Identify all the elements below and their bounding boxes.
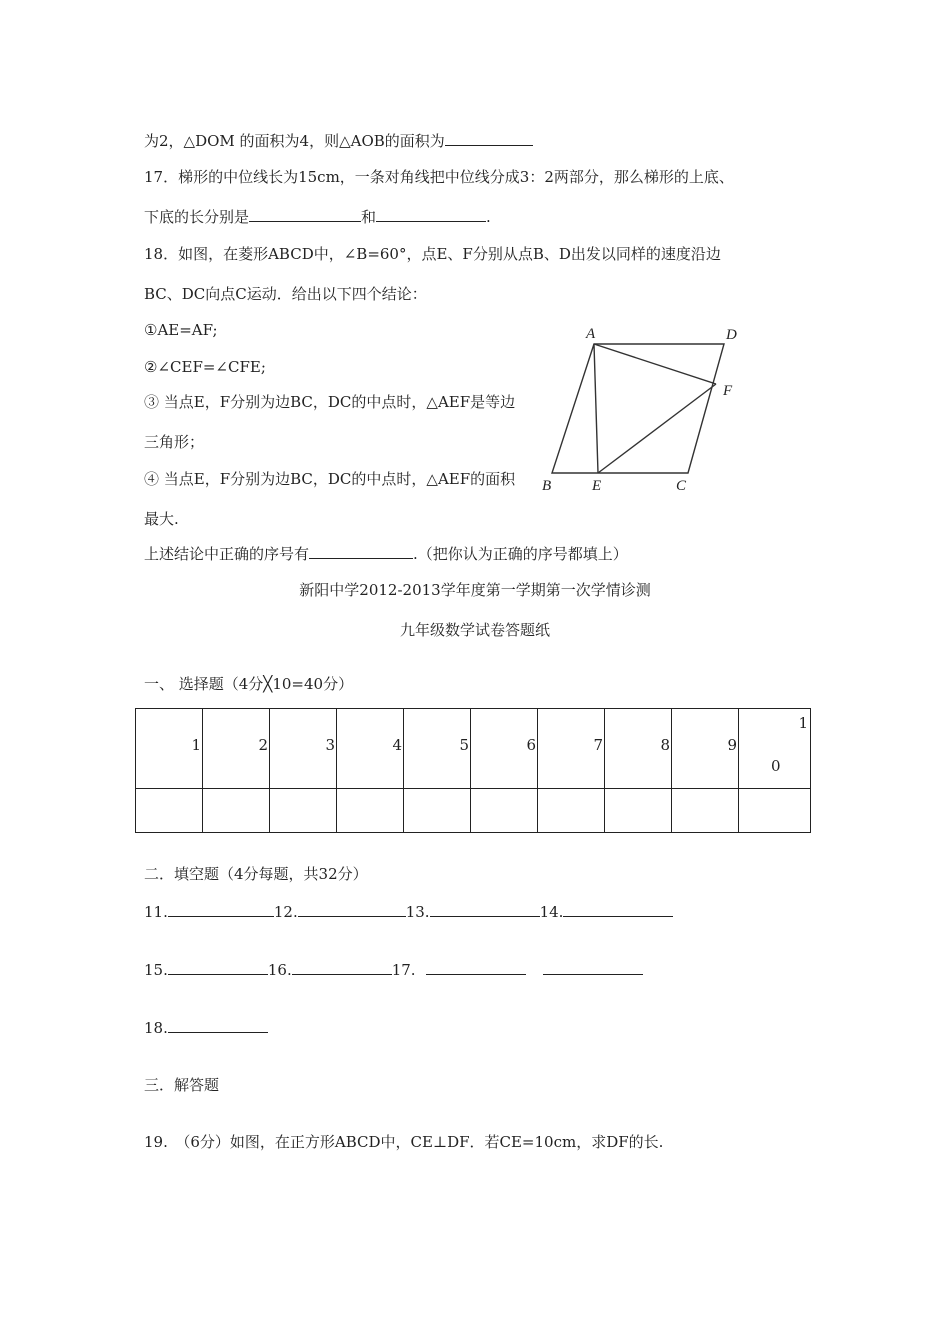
- question-number: 2: [258, 736, 268, 754]
- fill-label-17: 17.: [391, 961, 416, 979]
- table-header-cell: [136, 709, 203, 789]
- q18-conclusion-2: ②∠CEF=∠CFE;: [144, 358, 266, 376]
- label-a: A: [586, 326, 596, 342]
- question-number: 3: [325, 736, 335, 754]
- fill-row-1: [144, 901, 673, 922]
- answer-cell[interactable]: [337, 789, 404, 833]
- table-header-cell: [203, 709, 270, 789]
- rhombus-abcd: [552, 344, 724, 473]
- table-header-cell: [538, 709, 605, 789]
- fill-blank-11[interactable]: [168, 901, 274, 917]
- label-e: E: [592, 478, 602, 494]
- q18-ask-text-a: 上述结论中正确的序号有: [144, 545, 310, 563]
- fill-label-13: 13.: [405, 903, 430, 921]
- table-header-cell: [672, 709, 739, 789]
- segment-af: [594, 344, 716, 384]
- question-number-10-bottom: 0: [771, 757, 781, 775]
- fill-label-15: 15.: [144, 961, 168, 979]
- question-number: 4: [392, 736, 402, 754]
- q16-text: 为2，△DOM 的面积为4，则△AOB的面积为: [144, 132, 445, 150]
- answer-sheet-school: 新阳中学2012-2013学年度第一学期第一次学情诊测: [299, 581, 651, 599]
- section-2-title: 二．填空题（4分每题，共32分）: [144, 865, 368, 883]
- answer-cell[interactable]: [605, 789, 672, 833]
- table-header-cell: [471, 709, 538, 789]
- fill-blank-17a[interactable]: [426, 959, 526, 975]
- q18-conclusion-4a: ④ 当点E，F分别为边BC，DC的中点时，△AEF的面积: [144, 470, 516, 488]
- segment-ef: [598, 384, 716, 473]
- answer-cell[interactable]: [136, 789, 203, 833]
- q18-conclusion-4b: 最大.: [144, 510, 179, 528]
- fill-blank-14[interactable]: [563, 901, 673, 917]
- answer-cell[interactable]: [404, 789, 471, 833]
- question-number: 9: [727, 736, 737, 754]
- q17-line2: [144, 206, 491, 227]
- q17-text-b: 和: [361, 208, 377, 226]
- table-header-cell: [270, 709, 337, 789]
- table-answer-row: [136, 789, 811, 833]
- answer-cell[interactable]: [270, 789, 337, 833]
- q18-ask: [144, 543, 628, 564]
- question-number: 7: [593, 736, 603, 754]
- table-header-cell: [404, 709, 471, 789]
- answer-cell[interactable]: [471, 789, 538, 833]
- q18-ask-text-b: .（把你认为正确的序号都填上）: [413, 545, 628, 563]
- fill-blank-17b[interactable]: [543, 959, 643, 975]
- fill-label-11: 11.: [144, 903, 168, 921]
- table-header-cell-10: [739, 709, 811, 789]
- q18-line2: BC、DC向点C运动．给出以下四个结论：: [144, 285, 427, 303]
- q17-blank-2: [376, 206, 486, 222]
- fill-blank-15[interactable]: [168, 959, 268, 975]
- q19-text: 19. （6分）如图，在正方形ABCD中，CE⊥DF．若CE=10cm，求DF的长.: [144, 1133, 664, 1151]
- q18-blank: [309, 543, 413, 559]
- answer-cell[interactable]: [203, 789, 270, 833]
- fill-label-14: 14.: [539, 903, 564, 921]
- answer-cell[interactable]: [538, 789, 605, 833]
- fill-label-12: 12.: [273, 903, 298, 921]
- fill-blank-18[interactable]: [168, 1017, 268, 1033]
- fill-row-2: [144, 959, 643, 980]
- q17-blank-1: [249, 206, 361, 222]
- question-number: 1: [191, 736, 201, 754]
- label-f: F: [723, 383, 733, 399]
- question-number: 5: [459, 736, 469, 754]
- fill-blank-16[interactable]: [292, 959, 392, 975]
- fill-row-3: [144, 1017, 268, 1038]
- section-3-title: 三．解答题: [144, 1076, 220, 1094]
- label-d: D: [726, 327, 737, 343]
- q18-conclusion-3b: 三角形；: [144, 433, 205, 451]
- label-b: B: [542, 478, 552, 494]
- table-header-cell: [605, 709, 672, 789]
- table-header-cell: [337, 709, 404, 789]
- q17-text-c: .: [486, 208, 491, 226]
- question-number-10-top: 1: [798, 714, 808, 732]
- q17-line1: 17．梯形的中位线长为15cm，一条对角线把中位线分成3：2两部分，那么梯形的上底、: [144, 168, 734, 186]
- q18-conclusion-3a: ③ 当点E，F分别为边BC，DC的中点时，△AEF是等边: [144, 393, 516, 411]
- question-number: 8: [660, 736, 670, 754]
- q18-conclusion-1: ①AE=AF;: [144, 321, 218, 339]
- label-c: C: [676, 478, 687, 494]
- fill-blank-13[interactable]: [430, 901, 540, 917]
- choice-answer-table: [135, 708, 811, 833]
- segment-ae: [594, 344, 598, 473]
- answer-cell[interactable]: [739, 789, 811, 833]
- q16-line: [144, 130, 533, 151]
- table-header-row: [136, 709, 811, 789]
- answer-cell[interactable]: [672, 789, 739, 833]
- fill-label-18: 18.: [144, 1019, 168, 1037]
- fill-blank-12[interactable]: [298, 901, 406, 917]
- fill-label-16: 16.: [267, 961, 292, 979]
- q16-blank: [445, 130, 533, 146]
- q17-text-a: 下底的长分别是: [144, 208, 250, 226]
- answer-sheet-title: 九年级数学试卷答题纸: [399, 621, 550, 639]
- q18-line1: 18．如图，在菱形ABCD中，∠B=60°，点E、F分别从点B、D出发以同样的速度沿边: [144, 245, 721, 263]
- question-number: 6: [526, 736, 536, 754]
- section-1-title: 一、 选择题（4分╳10=40分）: [144, 675, 354, 693]
- rhombus-figure: [538, 318, 758, 496]
